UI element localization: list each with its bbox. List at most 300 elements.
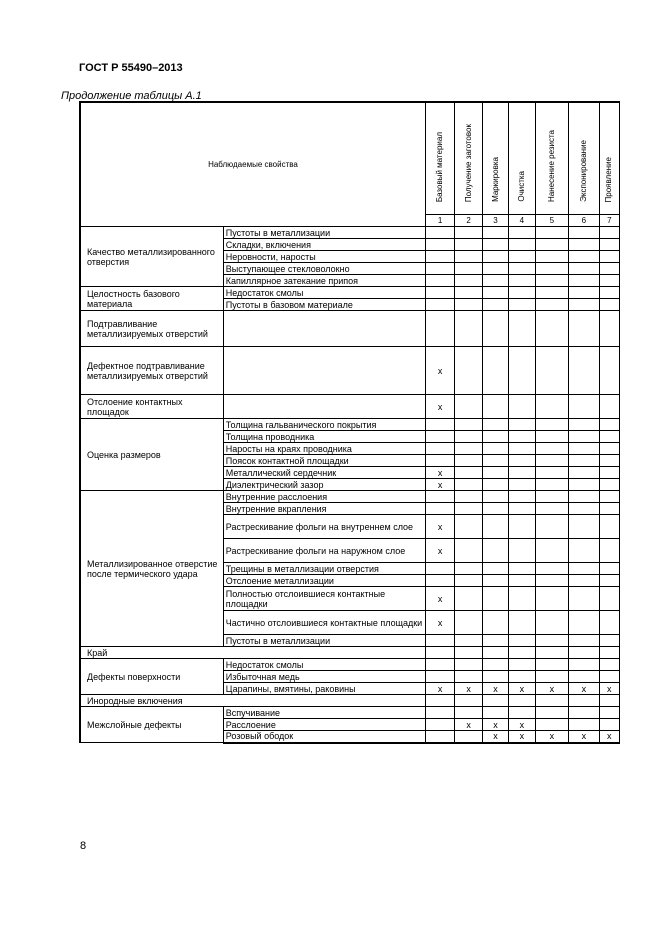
mark-cell xyxy=(425,575,454,587)
mark-cell xyxy=(569,671,599,683)
column-number: 5 xyxy=(535,215,569,227)
property-name: Поясок контактной площадки xyxy=(223,455,425,467)
column-header xyxy=(425,102,454,215)
table-row xyxy=(80,287,620,299)
mark-cell: x xyxy=(569,683,599,695)
mark-cell xyxy=(535,707,569,719)
mark-cell xyxy=(569,275,599,287)
mark-cell xyxy=(482,671,508,683)
mark-cell xyxy=(599,263,619,275)
mark-cell xyxy=(509,587,535,611)
mark-cell xyxy=(569,467,599,479)
table-row xyxy=(80,707,620,719)
mark-cell xyxy=(509,431,535,443)
mark-cell xyxy=(535,563,569,575)
mark-cell xyxy=(535,239,569,251)
mark-cell xyxy=(599,611,619,635)
mark-cell xyxy=(535,611,569,635)
mark-cell xyxy=(599,347,619,395)
property-name: Диэлектрический зазор xyxy=(223,479,425,491)
mark-cell xyxy=(509,419,535,431)
mark-cell: x xyxy=(535,731,569,743)
mark-cell xyxy=(509,287,535,299)
mark-cell: x xyxy=(425,479,454,491)
mark-cell xyxy=(599,587,619,611)
group-name: Подтравливание металлизируемых отверстий xyxy=(80,311,223,347)
table-row xyxy=(80,227,620,239)
mark-cell xyxy=(455,347,482,395)
mark-cell xyxy=(569,263,599,275)
mark-cell xyxy=(569,647,599,659)
mark-cell xyxy=(455,251,482,263)
observed-properties-header: Наблюдаемые свойства xyxy=(80,102,425,227)
mark-cell xyxy=(535,311,569,347)
mark-cell xyxy=(599,491,619,503)
mark-cell xyxy=(425,491,454,503)
property-name: Пустоты в металлизации xyxy=(223,635,425,647)
group-name: Оценка размеров xyxy=(80,419,223,491)
mark-cell xyxy=(425,719,454,731)
column-header xyxy=(599,102,619,215)
property-name: Растрескивание фольги на внутреннем слое xyxy=(223,515,425,539)
mark-cell xyxy=(425,419,454,431)
mark-cell xyxy=(455,539,482,563)
mark-cell xyxy=(569,707,599,719)
mark-cell xyxy=(482,275,508,287)
mark-cell xyxy=(569,443,599,455)
mark-cell xyxy=(535,635,569,647)
mark-cell xyxy=(455,647,482,659)
mark-cell xyxy=(482,239,508,251)
mark-cell: x xyxy=(425,539,454,563)
mark-cell xyxy=(599,515,619,539)
mark-cell xyxy=(569,503,599,515)
mark-cell: x xyxy=(509,683,535,695)
mark-cell xyxy=(455,503,482,515)
mark-cell xyxy=(425,455,454,467)
mark-cell xyxy=(455,395,482,419)
mark-cell xyxy=(535,431,569,443)
mark-cell xyxy=(509,311,535,347)
mark-cell xyxy=(599,671,619,683)
mark-cell xyxy=(482,515,508,539)
mark-cell xyxy=(455,563,482,575)
column-number: 7 xyxy=(599,215,619,227)
property-name: Отслоение металлизации xyxy=(223,575,425,587)
mark-cell xyxy=(455,671,482,683)
property-name: Капиллярное затекание припоя xyxy=(223,275,425,287)
mark-cell xyxy=(455,491,482,503)
mark-cell xyxy=(482,431,508,443)
mark-cell xyxy=(509,635,535,647)
mark-cell: x xyxy=(425,683,454,695)
mark-cell xyxy=(455,467,482,479)
property-name xyxy=(223,395,425,419)
mark-cell xyxy=(509,515,535,539)
mark-cell xyxy=(482,707,508,719)
mark-cell xyxy=(535,503,569,515)
mark-cell xyxy=(482,563,508,575)
mark-cell: x xyxy=(455,683,482,695)
property-name: Избыточная медь xyxy=(223,671,425,683)
mark-cell xyxy=(599,227,619,239)
mark-cell xyxy=(455,275,482,287)
mark-cell xyxy=(535,419,569,431)
property-name: Полностью отслоившиеся контактные площадки xyxy=(223,587,425,611)
mark-cell xyxy=(535,467,569,479)
mark-cell xyxy=(599,479,619,491)
mark-cell xyxy=(455,479,482,491)
mark-cell xyxy=(599,311,619,347)
mark-cell xyxy=(569,539,599,563)
mark-cell xyxy=(569,251,599,263)
column-header-label: Маркировка xyxy=(490,157,500,202)
mark-cell xyxy=(482,491,508,503)
mark-cell xyxy=(599,467,619,479)
mark-cell xyxy=(569,479,599,491)
mark-cell: x xyxy=(425,587,454,611)
mark-cell xyxy=(599,395,619,419)
mark-cell xyxy=(599,419,619,431)
mark-cell xyxy=(425,635,454,647)
mark-cell: x xyxy=(535,683,569,695)
mark-cell: x xyxy=(425,467,454,479)
mark-cell xyxy=(425,443,454,455)
mark-cell xyxy=(482,227,508,239)
mark-cell xyxy=(455,287,482,299)
mark-cell xyxy=(569,227,599,239)
mark-cell xyxy=(569,311,599,347)
mark-cell xyxy=(455,419,482,431)
mark-cell xyxy=(482,587,508,611)
property-name: Внутренние расслоения xyxy=(223,491,425,503)
property-name: Недостаток смолы xyxy=(223,287,425,299)
mark-cell xyxy=(509,647,535,659)
mark-cell: x xyxy=(599,683,619,695)
mark-cell xyxy=(535,671,569,683)
mark-cell xyxy=(455,455,482,467)
mark-cell xyxy=(425,227,454,239)
mark-cell xyxy=(509,539,535,563)
group-name: Дефекты поверхности xyxy=(80,659,223,695)
mark-cell xyxy=(599,443,619,455)
mark-cell xyxy=(599,287,619,299)
mark-cell xyxy=(425,299,454,311)
table-row xyxy=(80,659,620,671)
mark-cell xyxy=(535,575,569,587)
mark-cell xyxy=(599,695,619,707)
property-name: Трещины в металлизации отверстия xyxy=(223,563,425,575)
mark-cell: x xyxy=(425,515,454,539)
column-number: 6 xyxy=(569,215,599,227)
mark-cell xyxy=(482,659,508,671)
mark-cell xyxy=(509,659,535,671)
mark-cell xyxy=(482,479,508,491)
mark-cell xyxy=(535,479,569,491)
mark-cell xyxy=(535,455,569,467)
table-row xyxy=(80,491,620,503)
mark-cell xyxy=(535,539,569,563)
property-name: Металлический сердечник xyxy=(223,467,425,479)
mark-cell xyxy=(482,299,508,311)
property-name: Расслоение xyxy=(223,719,425,731)
mark-cell xyxy=(569,431,599,443)
mark-cell xyxy=(535,647,569,659)
mark-cell xyxy=(535,263,569,275)
mark-cell xyxy=(599,659,619,671)
mark-cell xyxy=(599,503,619,515)
property-name: Пустоты в базовом материале xyxy=(223,299,425,311)
mark-cell xyxy=(569,347,599,395)
table-row xyxy=(80,419,620,431)
mark-cell xyxy=(599,539,619,563)
mark-cell xyxy=(455,695,482,707)
mark-cell xyxy=(425,695,454,707)
mark-cell xyxy=(425,239,454,251)
mark-cell xyxy=(599,299,619,311)
mark-cell xyxy=(535,659,569,671)
column-header-label: Очистка xyxy=(516,171,526,202)
mark-cell xyxy=(482,575,508,587)
mark-cell xyxy=(569,635,599,647)
mark-cell xyxy=(425,503,454,515)
group-name: Инородные включения xyxy=(80,695,425,707)
mark-cell xyxy=(455,299,482,311)
column-header-label: Проявление xyxy=(604,156,614,202)
mark-cell xyxy=(455,443,482,455)
mark-cell xyxy=(509,455,535,467)
mark-cell: x xyxy=(509,731,535,743)
column-number: 3 xyxy=(482,215,508,227)
mark-cell xyxy=(509,467,535,479)
table-row xyxy=(80,347,620,395)
column-header xyxy=(535,102,569,215)
mark-cell xyxy=(569,611,599,635)
mark-cell xyxy=(535,287,569,299)
mark-cell xyxy=(509,695,535,707)
mark-cell xyxy=(535,275,569,287)
table-row xyxy=(80,395,620,419)
mark-cell xyxy=(425,311,454,347)
mark-cell xyxy=(569,419,599,431)
mark-cell xyxy=(599,239,619,251)
mark-cell xyxy=(599,647,619,659)
mark-cell: x xyxy=(482,683,508,695)
mark-cell xyxy=(425,251,454,263)
mark-cell xyxy=(425,707,454,719)
group-name: Качество металлизированного отверстия xyxy=(80,227,223,287)
mark-cell xyxy=(599,275,619,287)
property-name: Пустоты в металлизации xyxy=(223,227,425,239)
mark-cell xyxy=(455,731,482,743)
property-name: Складки, включения xyxy=(223,239,425,251)
property-name: Наросты на краях проводника xyxy=(223,443,425,455)
mark-cell xyxy=(425,671,454,683)
column-header-label: Экспонирование xyxy=(578,140,588,202)
mark-cell xyxy=(455,635,482,647)
mark-cell xyxy=(535,443,569,455)
property-name: Частично отслоившиеся контактные площадки xyxy=(223,611,425,635)
mark-cell xyxy=(425,431,454,443)
mark-cell xyxy=(482,395,508,419)
mark-cell xyxy=(509,479,535,491)
mark-cell: x xyxy=(425,395,454,419)
property-name: Выступающее стекловолокно xyxy=(223,263,425,275)
mark-cell xyxy=(535,587,569,611)
mark-cell xyxy=(535,719,569,731)
mark-cell: x xyxy=(482,731,508,743)
mark-cell: x xyxy=(425,611,454,635)
property-name xyxy=(223,311,425,347)
mark-cell xyxy=(482,455,508,467)
mark-cell xyxy=(509,347,535,395)
mark-cell xyxy=(535,695,569,707)
mark-cell xyxy=(482,635,508,647)
page-number: 8 xyxy=(80,840,87,852)
mark-cell xyxy=(569,491,599,503)
mark-cell xyxy=(482,539,508,563)
group-name: Металлизированное отверстие после термического удара xyxy=(80,491,223,647)
mark-cell xyxy=(509,611,535,635)
column-header xyxy=(455,102,482,215)
property-name: Внутренние вкрапления xyxy=(223,503,425,515)
mark-cell xyxy=(535,347,569,395)
mark-cell xyxy=(569,395,599,419)
mark-cell xyxy=(482,443,508,455)
document-header: ГОСТ Р 55490–2013 xyxy=(79,62,183,74)
mark-cell xyxy=(455,659,482,671)
mark-cell xyxy=(455,611,482,635)
mark-cell xyxy=(482,611,508,635)
header-row xyxy=(80,102,620,215)
table-row xyxy=(80,695,620,707)
mark-cell xyxy=(425,647,454,659)
column-header-label: Получение заготовок xyxy=(463,123,473,202)
mark-cell xyxy=(569,299,599,311)
mark-cell xyxy=(509,299,535,311)
property-name: Растрескивание фольги на наружном слое xyxy=(223,539,425,563)
mark-cell xyxy=(455,263,482,275)
mark-cell xyxy=(509,671,535,683)
mark-cell xyxy=(509,575,535,587)
mark-cell xyxy=(535,251,569,263)
mark-cell xyxy=(509,491,535,503)
mark-cell xyxy=(599,575,619,587)
mark-cell xyxy=(509,503,535,515)
mark-cell: x xyxy=(569,731,599,743)
property-name: Толщина гальванического покрытия xyxy=(223,419,425,431)
mark-cell xyxy=(425,275,454,287)
mark-cell: x xyxy=(455,719,482,731)
mark-cell xyxy=(425,659,454,671)
mark-cell xyxy=(509,227,535,239)
mark-cell xyxy=(425,287,454,299)
mark-cell xyxy=(509,275,535,287)
mark-cell xyxy=(569,587,599,611)
mark-cell xyxy=(482,287,508,299)
property-name: Толщина проводника xyxy=(223,431,425,443)
mark-cell xyxy=(569,659,599,671)
mark-cell: x xyxy=(509,719,535,731)
property-name: Неровности, наросты xyxy=(223,251,425,263)
mark-cell xyxy=(569,239,599,251)
mark-cell xyxy=(509,563,535,575)
mark-cell xyxy=(425,731,454,743)
mark-cell xyxy=(535,227,569,239)
mark-cell xyxy=(455,239,482,251)
mark-cell xyxy=(535,515,569,539)
column-number: 1 xyxy=(425,215,454,227)
mark-cell xyxy=(482,347,508,395)
mark-cell xyxy=(599,455,619,467)
mark-cell: x xyxy=(482,719,508,731)
group-name: Целостность базового материала xyxy=(80,287,223,311)
mark-cell xyxy=(482,311,508,347)
mark-cell xyxy=(509,443,535,455)
group-name: Край xyxy=(80,647,425,659)
group-name: Отслоение контактных площадок xyxy=(80,395,223,419)
mark-cell xyxy=(455,575,482,587)
mark-cell xyxy=(509,263,535,275)
mark-cell xyxy=(569,515,599,539)
property-name xyxy=(223,347,425,395)
property-name: Царапины, вмятины, раковины xyxy=(223,683,425,695)
mark-cell xyxy=(599,635,619,647)
mark-cell xyxy=(482,467,508,479)
mark-cell xyxy=(482,695,508,707)
mark-cell xyxy=(482,263,508,275)
mark-cell xyxy=(535,299,569,311)
mark-cell xyxy=(425,263,454,275)
mark-cell: x xyxy=(599,731,619,743)
mark-cell xyxy=(455,311,482,347)
mark-cell xyxy=(599,719,619,731)
property-name: Вспучивание xyxy=(223,707,425,719)
mark-cell xyxy=(535,491,569,503)
mark-cell xyxy=(569,575,599,587)
mark-cell xyxy=(509,251,535,263)
mark-cell xyxy=(509,395,535,419)
mark-cell xyxy=(455,707,482,719)
column-header xyxy=(482,102,508,215)
defects-table xyxy=(79,101,620,744)
column-header xyxy=(509,102,535,215)
mark-cell xyxy=(569,695,599,707)
mark-cell xyxy=(455,431,482,443)
mark-cell xyxy=(425,563,454,575)
column-header xyxy=(569,102,599,215)
mark-cell xyxy=(509,707,535,719)
mark-cell xyxy=(455,587,482,611)
mark-cell xyxy=(599,431,619,443)
mark-cell xyxy=(455,227,482,239)
property-name: Недостаток смолы xyxy=(223,659,425,671)
table-row xyxy=(80,311,620,347)
mark-cell xyxy=(535,395,569,419)
group-name: Межслойные дефекты xyxy=(80,707,223,743)
mark-cell xyxy=(509,239,535,251)
mark-cell xyxy=(482,503,508,515)
table-caption: Продолжение таблицы А.1 xyxy=(61,90,202,102)
column-header-label: Базовый материал xyxy=(435,131,445,202)
column-number: 2 xyxy=(455,215,482,227)
mark-cell xyxy=(482,647,508,659)
mark-cell xyxy=(569,719,599,731)
mark-cell xyxy=(569,563,599,575)
column-header-label: Нанесение резиста xyxy=(546,130,556,202)
mark-cell xyxy=(599,251,619,263)
table-row xyxy=(80,647,620,659)
